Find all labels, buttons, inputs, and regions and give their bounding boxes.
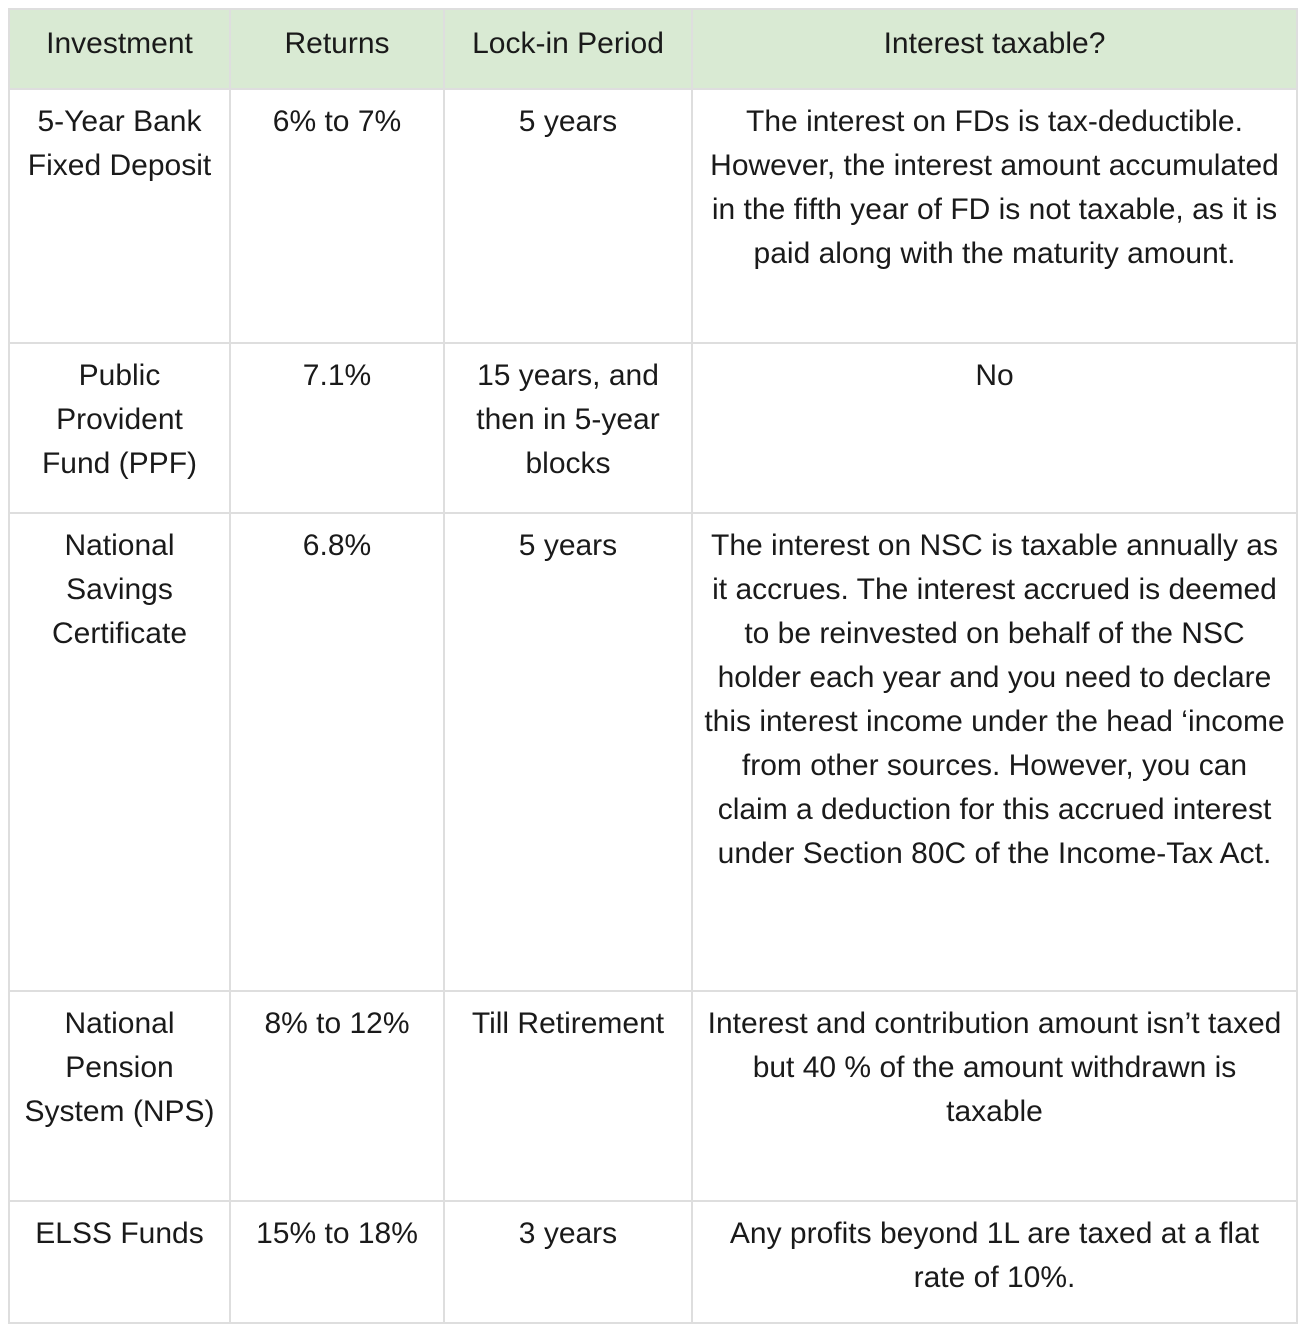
cell-taxable: Any profits beyond 1L are taxed at a flat rate of 10%. <box>692 1201 1297 1323</box>
header-investment: Investment <box>9 9 230 89</box>
table-row <box>9 513 1297 991</box>
table-row <box>9 1201 1297 1323</box>
table-row <box>9 89 1297 343</box>
cell-taxable: The interest on FDs is tax-deductible. However, the interest amount accumulated in the fifth year of FD is not taxable, as it is paid along with the maturity amount. <box>692 89 1297 343</box>
cell-returns: 8% to 12% <box>230 991 444 1201</box>
cell-investment: National Pension System (NPS) <box>9 991 230 1201</box>
cell-investment: National Savings Certificate <box>9 513 230 991</box>
investment-comparison-table <box>8 8 1298 1324</box>
investment-table-container <box>8 8 1298 1324</box>
cell-lock-in: Till Retirement <box>444 991 692 1201</box>
cell-returns: 6% to 7% <box>230 89 444 343</box>
cell-investment: Public Provident Fund (PPF) <box>9 343 230 513</box>
table-row <box>9 991 1297 1201</box>
cell-investment: ELSS Funds <box>9 1201 230 1323</box>
cell-returns: 6.8% <box>230 513 444 991</box>
cell-returns: 15% to 18% <box>230 1201 444 1323</box>
header-row <box>9 9 1297 89</box>
cell-lock-in: 3 years <box>444 1201 692 1323</box>
table-row <box>9 343 1297 513</box>
cell-returns: 7.1% <box>230 343 444 513</box>
cell-lock-in: 15 years, and then in 5-year blocks <box>444 343 692 513</box>
cell-lock-in: 5 years <box>444 513 692 991</box>
header-returns: Returns <box>230 9 444 89</box>
cell-taxable: The interest on NSC is taxable annually as it accrues. The interest accrued is deemed to be reinvested on behalf of the NSC holder each year and you need to declare this interest income under the head ‘income from other sources. However, you can claim a deduction for this accrued interest under Section 80C of the Income-Tax Act. <box>692 513 1297 991</box>
header-lock-in-period: Lock-in Period <box>444 9 692 89</box>
header-interest-taxable: Interest taxable? <box>692 9 1297 89</box>
cell-taxable: Interest and contribution amount isn’t taxed but 40 % of the amount withdrawn is taxable <box>692 991 1297 1201</box>
cell-lock-in: 5 years <box>444 89 692 343</box>
cell-investment: 5-Year Bank Fixed Deposit <box>9 89 230 343</box>
cell-taxable: No <box>692 343 1297 513</box>
